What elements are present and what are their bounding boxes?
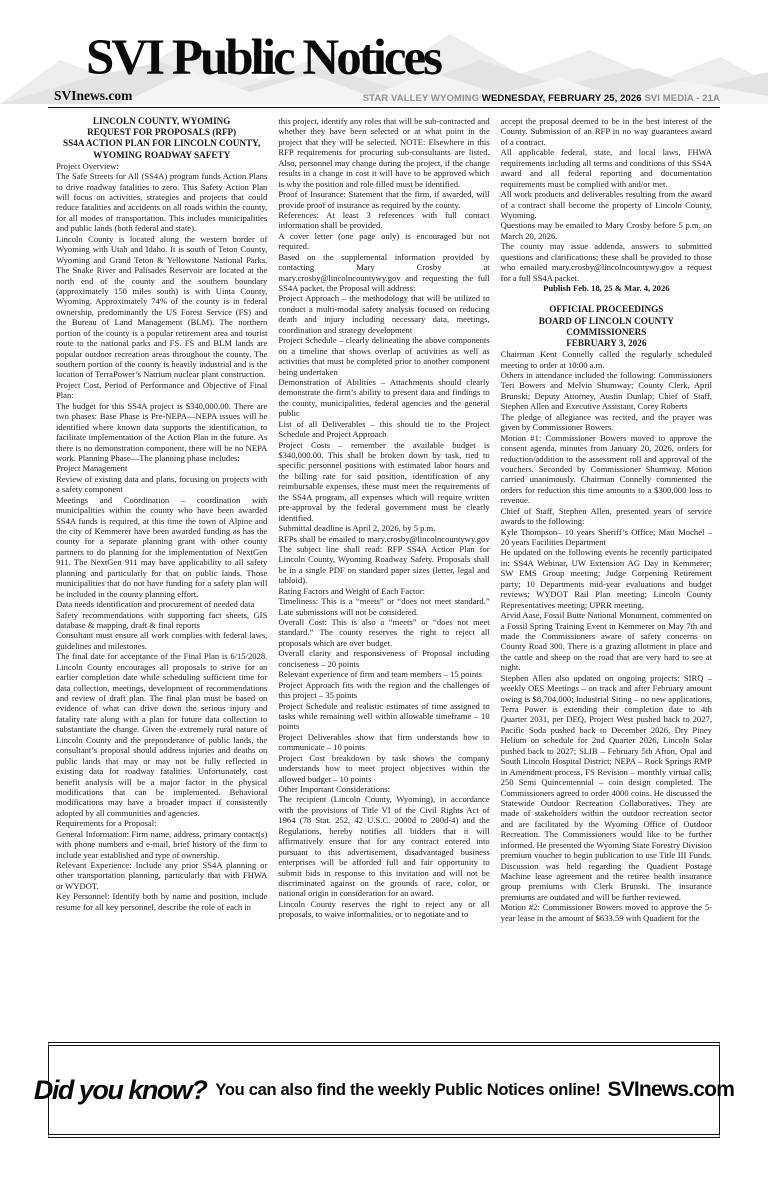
notice-paragraph: Demonstration of Abilities – Attachments should clearly demonstrate the firm’s ability to present data and findings to the county, municipalities, federal agencies and the general public	[278, 376, 490, 419]
site-url: SVInews.com	[54, 88, 133, 104]
notice-paragraph: Motion #1: Commissioner Bowers moved to approve the consent agenda, minutes from January 20, 2026, orders for reduction/addition to the assessment roll and approval of the vouchers. Seconded by Commissioner Shumway. Motion carried unanimously. Chairman Connelly commented the orders for reduction this time amounts to a $300,000 loss to revenue.	[500, 432, 712, 506]
notice-column-2	[278, 116, 489, 1040]
masthead-title: SVI Public Notices	[86, 30, 440, 86]
notice-paragraph: Meetings and Coordination – coordination with municipalities within the county who have been awarded SS4A funds is required, at this time the town of Alpine and the city of Kemmerer have been awarded funding as has the county for a separate planning grant with other county partners to do planning for the implementation of NextGen 911. The NextGen 911 may have applicability to all safety planning and particularly for that on public lands. Those municipalities that do not have funding for a safety plan will be included in the county planning effort.	[56, 494, 268, 599]
notice-paragraph: Safety recommendations with supporting fact sheets, GIS database & mapping, draft & final reports	[56, 609, 268, 630]
notice-heading-line: FEBRUARY 3, 2026	[566, 337, 647, 348]
notice-paragraph: All work products and deliverables resulting from the award of a contract shall become the property of Lincoln County, Wyoming.	[500, 189, 712, 220]
notice-paragraph: Relevant experience of firm and team members – 15 points	[278, 669, 482, 680]
notice-paragraph: The final date for acceptance of the Final Plan is 6/15/2028. Lincoln County encourages all proposals to strive for an earlier completion date while scheduling sufficient time for data collection, meetings, development of recommendations and review of draft plan. The final plan must be based on evidence of what can drive down the serious injury and fatality rate along with a plan for future data collection to substantiate the change. Given the extremely rural nature of Lincoln County and the preponderance of public lands, the consultant’s proposal should address injuries and deaths on public lands that may or may not be fully reflected in existing data for roadway fatalities. Unfortunately, cost benefit analysis will be a major factor in the physical modifications that can be implemented. Behavioral modifications may have a broader impact if consistently adopted by all communities and agencies.	[56, 651, 268, 818]
notice-paragraph: References: At least 3 references with full contact information shall be provided.	[278, 209, 490, 231]
notice-paragraph: The budget for this SS4A project is $340,000.00. There are two phases: Base Phase is Pre-NEPA—NEPA issues will be identified where known data supports the identification, to facilitate implementation of the Action Plan in the future. As there is no demonstration component, there will be no NEPA work. Planning Phase—The planning phase includes:	[56, 400, 268, 463]
notice-paragraph: Project Schedule – clearly delineating the above components on a timeline that shows overlap of activities as well as activities that must be completed prior to another component being undertaken	[278, 335, 490, 377]
notice-paragraph: He updated on the following events he recently participated in: SS4A Webinar, UW Extension AG Day in Kemmerer; SW EMS Group meeting; Judge Corpening Retirement party; 10 Departments mid-year evaluations and budget reviews; WYDOT Rail Plan meeting; Lincoln County Representatives meeting; UPRR meeting.	[500, 547, 712, 610]
footer-site-url: SVInews.com	[607, 1078, 735, 1101]
notice-paragraph: Project Costs – remember the available budget is $340,000.00. This shall be broken down by task, tied to specific personnel positions with estimated labor hours and the billing rate for said position, identification of any reimbursable expenses, these must meet the requirements of the SS4A program, all expenses which will require written pre-approval by the federal government must be clearly identified.	[278, 439, 490, 523]
notice-heading-line: REQUEST FOR PROPOSALS (RFP)	[87, 127, 237, 138]
notice-paragraph: Stephen Allen also updated on ongoing projects: SIRQ – weekly OES Meetings – on track and after February amount owing is $8,704,000; Industrial Siting – no new applications, Terra Power is extending their completion date to 4th Quarter 2031, per DEQ, Project West pushed back to 2027, Pacific Soda pushed back to December 2026, Dry Piney Helium on schedule for 2nd Quarter 2026, Lincoln Solar pushed back to 2027; SLIB – February 5th Afton, Opal and South Lincoln Hospital District; NEPA – Rock Springs RMP in Amendment process, FS Revision – monthly virtual calls; 250 Semi Quincentennial – coin design completed. The Commissioners agreed to order 4000 coins. He discussed the Statewide Outdoor Recreation Collaboratives. They are made of stakeholders within the outdoor recreation sector and are facilitated by the Wyoming Office of Outdoor Recreation. The Commissioners would like to be further informed. He presented the Wyoming State Forestry Division premium voucher to begin publication to use Title III Funds. Discussion was held regarding the Quadient Postage Machine lease agreement and the retiree health insurance group premiums with Clerk Brunski. The insurance premiums are outdated and will be further reviewed.	[500, 672, 712, 902]
notice-column-1	[56, 116, 267, 1040]
notice-paragraph: Motion #2: Commissioner Bowers moved to approve the 5-year lease in the amount of $633.59 with Quadient for the	[500, 902, 712, 923]
footer-lead: Did you know?	[33, 1074, 207, 1105]
notice-paragraph: Lincoln County reserves the right to reject any or all proposals, to waive informalities, or to negotiate and to	[278, 898, 490, 920]
notice-paragraph: Project Cost, Period of Performance and Objective of Final Plan:	[56, 379, 268, 401]
footer-banner	[33, 1042, 735, 1138]
notice-paragraph: Data needs identification and procurement of needed data	[56, 599, 255, 610]
notice-paragraph: Lincoln County is located along the western border of Wyoming with Utah and Idaho. It is south of Teton County, Wyoming and Grand Teton & Yellowstone National Parks. The Snake River and Palisades Reservoir are located at the north end of the county and the southern boundary (approximately 150 miles south) is with Uinta County, Wyoming. Approximately 74% of the county is in federal ownership, predominantly the US Forest Service (FS) and the Bureau of Land Management (BLM). The northern portion of the county is a popular retirement area and tourist route to the national parks and FS. FS and BLM lands are popular outdoor recreation areas throughout the county. The southern portion of the county is heavily industrial and is the location of TerraPower’s Natrium nuclear plant construction.	[56, 233, 268, 380]
spacer	[501, 293, 712, 304]
notice-paragraph: Project Overview:	[56, 160, 119, 171]
notice-heading-line: OFFICIAL PROCEEDINGS	[549, 304, 664, 315]
notice-paragraph: Chairman Kent Connelly called the regularly scheduled meeting to order at 10:00 a.m.	[500, 349, 712, 370]
notice-paragraph: Key Personnel: Identify both by name and position, include resume for all key personnel, describe the role of each in	[56, 891, 268, 912]
notice-paragraph: Requirements for a Proposal:	[56, 818, 157, 829]
notice-paragraph: accept the proposal deemed to be in the best interest of the County. Submission of an RFP in no way guarantees award of a contract.	[500, 116, 712, 147]
notice-paragraph: A cover letter (one page only) is encouraged but not required.	[278, 230, 490, 252]
notice-paragraph: Submittal deadline is April 2, 2026, by 5 p.m.	[278, 523, 436, 534]
notice-paragraph: RFPs shall be emailed to mary.crosby@lincolncountywy.gov The subject line shall read: RFP SS4A Action Plan for Lincoln County, Wyoming Roadway Safety. Proposals shall be in a single PDF on standard paper sizes (letter, legal and tabloid).	[278, 533, 490, 586]
notice-paragraph: Project Schedule and realistic estimates of time assigned to tasks while remaining well within allowable timeframe – 10 points	[278, 700, 490, 732]
notice-paragraph: Rating Factors and Weight of Each Factor:	[278, 585, 425, 596]
notice-paragraph: List of all Deliverables – this should tie to the Project Schedule and Project Approach	[278, 418, 490, 440]
notice-paragraph: All applicable federal, state, and local laws, FHWA requirements including all terms and conditions of this SS4A award and all federal reporting and documentation requirements must be complied with and/or met.	[500, 147, 712, 189]
notice-paragraph: The recipient (Lincoln County, Wyoming), in accordance with the provisions of Title VI of the Civil Rights Act of 1964 (78 Stat. 252, 42 U.S.C. 2000d to 200d-4) and the Regulations, hereby notifies all bidders that it will affirmatively ensure that for any contract entered into pursuant to this advertisement, disadvantaged business enterprises will be afforded full and fair opportunity to submit bids in response to this invitation and will not be discriminated against on the grounds of race, color, or national origin in consideration for an award.	[278, 794, 490, 899]
notice-paragraph: Project Approach – the methodology that will be utilized to conduct a multi-modal safety analysis focused on reducing death and injury including necessary data, meetings, coordination and strategy development	[278, 293, 490, 335]
notice-paragraph: The county may issue addenda, answers to submitted questions and clarifications; these shall be provided to those who emailed mary.crosby@lincolncountywy.gov a request for a full SS4A packet.	[500, 241, 712, 283]
notice-paragraph: Project Management	[56, 463, 128, 474]
notice-paragraph: Project Cost breakdown by task shows the company understands how to meet project objectives within the allowed budget – 10 points	[278, 752, 490, 784]
masthead-bar	[48, 88, 720, 108]
notice-paragraph: Relevant Experience: Include any prior SS4A planning or other transportation planning, particularly that with FHWA or WYDOT.	[56, 860, 268, 891]
notice-paragraph: The pledge of allegiance was recited, and the prayer was given by Commissioner Bowers.	[500, 411, 712, 433]
notice-heading-line: BOARD OF LINCOLN COUNTY COMMISSIONERS	[538, 315, 674, 337]
dateline	[363, 93, 720, 104]
dateline-edition: SVI MEDIA - 21A	[641, 93, 720, 105]
notice-paragraph: Others in attendance included the following: Commissioners Teri Bowers and Melvin Shumway; County Clerk, April Brunski; Deputy Attorney, Austin Dunlap; Chief of Staff, Stephen Allen and Executive Assistant, Corey Roberts	[500, 370, 712, 412]
footer-text: You can also find the weekly Public Notices online!	[215, 1080, 601, 1099]
notice-paragraph: General Information: Firm name, address, primary contact(s) with phone numbers and e-mail, brief history of the firm to include year established and type of ownership.	[56, 828, 268, 860]
notice-columns	[56, 116, 712, 1040]
notice-paragraph: Consultant must ensure all work complies with federal laws, guidelines and milestones.	[56, 630, 268, 651]
notice-paragraph: Questions may be emailed to Mary Crosby before 5 p.m. on March 20, 2026.	[500, 220, 712, 241]
dateline-location: STAR VALLEY WYOMING	[362, 93, 482, 105]
notice-heading-line: WYOMING ROADWAY SAFETY	[93, 149, 231, 160]
notice-paragraph: Based on the supplemental information provided by contacting Mary Crosby at mary.crosby@lincolncountywy.gov and requesting the full SS4A packet, the Proposal will address:	[278, 251, 490, 294]
notice-paragraph: Overall Cost: This is also a “meets” or “does not meet standard.” The county reserves the right to reject all proposals which are over budget.	[278, 617, 490, 648]
notice-paragraph: The Safe Streets for All (SS4A) program funds Action Plans to drive roadway fatalities to zero. This Safety Action Plan will focus on activities, strategies and projects that could reduce fatalities and accidents on all roads within the county, for all modes of transportation. This includes municipalities and public lands (both federal and state).	[56, 171, 268, 234]
notice-paragraph: Timeliness: This is a “meets” or “does not meet standard.” Late submissions will not be considered.	[278, 596, 490, 617]
notice-paragraph: Overall clarity and responsiveness of Proposal including conciseness – 20 points	[278, 648, 490, 669]
notice-paragraph: this project, identify any roles that will be sub-contracted and whether they have been selected or at what point in the project that they will be selected. NOTE: Elsewhere in this RFP requirements for procuring sub-consultants are listed. Also, personnel may change during the project, if the change results in a change in cost it will have to be approved which is why the position and role filled must be identified.	[278, 116, 490, 189]
notice-paragraph: Kyle Thompson– 10 years Sheriff’s Office; Matt Mochel – 20 years Facilities Department	[500, 526, 712, 548]
notice-paragraph: Project Deliverables show that firm understands how to communicate – 10 points	[278, 731, 490, 753]
masthead	[0, 0, 768, 108]
notice-paragraph: Chief of Staff, Stephen Allen, presented years of service awards to the following:	[500, 505, 712, 527]
notice-paragraph: Arvid Aase, Fossil Butte National Monument, commented on a Fossil Spring Training Event in Kemmerer on May 7th and made the Commissioners aware of safety concerns on County Road 300. There is a grazing allotment in place and the cattle and sheep on the road that are very hard to see at night.	[500, 610, 712, 673]
dateline-date: WEDNESDAY, FEBRUARY 25, 2026	[481, 93, 642, 105]
notice-heading-line: SS4A ACTION PLAN FOR LINCOLN COUNTY,	[63, 138, 261, 149]
notice-column-3	[501, 116, 712, 1040]
notice-paragraph: Other Important Considerations:	[278, 784, 391, 795]
notice-paragraph: Review of existing data and plans, focusing on projects with a safety component	[56, 473, 268, 495]
notice-paragraph: Project Approach fits with the region and the challenges of this project – 35 points	[278, 679, 490, 701]
notice-paragraph: Proof of Insurance: Statement that the firm, if awarded, will provide proof of insurance as required by the county.	[278, 189, 490, 210]
publish-line: Publish Feb. 18, 25 & Mar. 4, 2026	[543, 283, 670, 294]
notice-heading-line: LINCOLN COUNTY, WYOMING	[92, 116, 231, 127]
